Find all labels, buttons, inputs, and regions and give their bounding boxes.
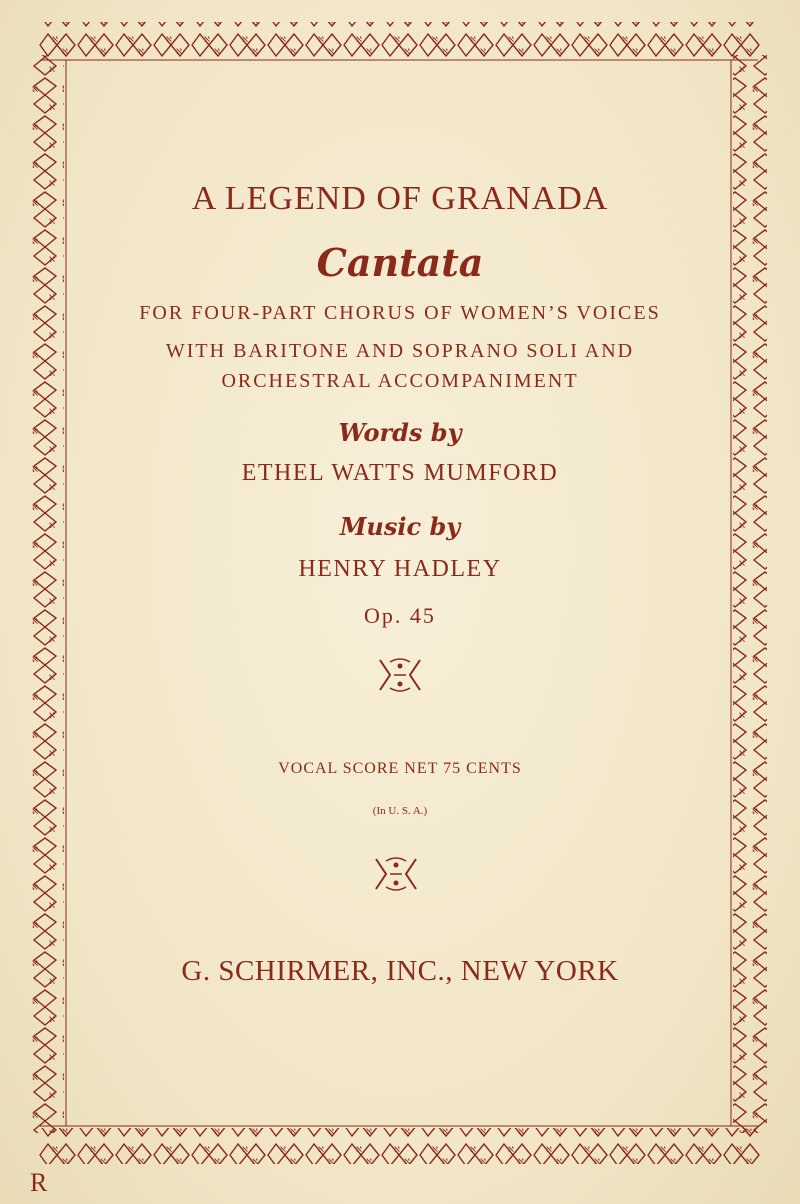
corner-mark: R [30,1168,48,1197]
fleuron-ornament-top [376,656,424,694]
fleuron-ornament-bottom [372,855,420,893]
description-line-2: WITH BARITONE AND SOPRANO SOLI AND [165,340,635,362]
publisher-imprint: G. SCHIRMER, INC., NEW YORK [181,955,619,987]
words-by-label: Words by [338,418,462,447]
work-type: Cantata [316,240,484,285]
composer-name: HENRY HADLEY [298,556,502,582]
region-note: (In U. S. A.) [372,805,428,817]
price-line: VOCAL SCORE NET 75 CENTS [278,760,522,777]
cover-title: A LEGEND OF GRANADA [191,180,609,217]
author-name: ETHEL WATTS MUMFORD [241,460,559,486]
music-by-label: Music by [339,512,461,541]
description-line-1: FOR FOUR-PART CHORUS OF WOMEN’S VOICES [139,302,661,324]
opus-number: Op. 45 [364,603,436,628]
description-line-3: ORCHESTRAL ACCOMPANIMENT [221,370,579,392]
